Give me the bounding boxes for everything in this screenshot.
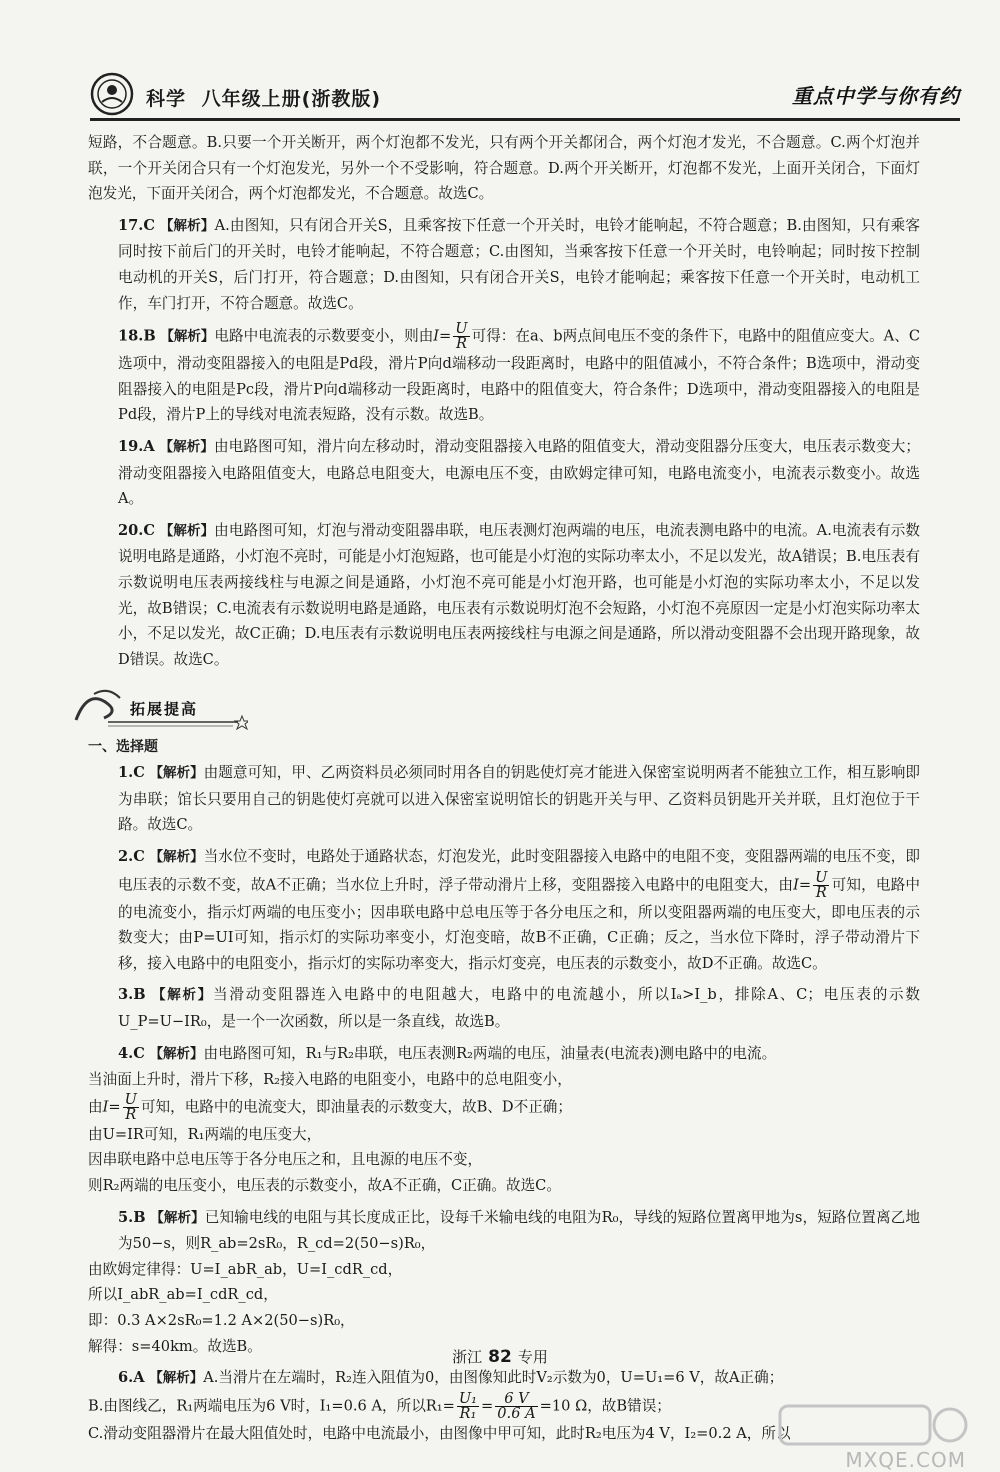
answer-text-rest: 可知，电路中的电流变小，指示灯两端的电压变小；因串联电路中总电压等于各分电压之和，所以变阻器两端的电压变大，即电压表的示数变大；由P=UI可知，指示灯的实际功率变小，灯泡变暗，故B不正确，C正确；反之，当水位下降时，浮子带动滑片下移，接入电路中的电阻变小，指示灯的实际功率变大，指示灯变亮，电压表的示数变小，故D不正确。故选C。 (118, 876, 920, 972)
watermark-text: MXQE.COM (845, 1448, 966, 1472)
fraction-numerator: U (455, 320, 468, 338)
page-header (90, 72, 960, 124)
formula-lhs: I= (102, 1098, 121, 1116)
section-banner-title: 拓展提高 (130, 700, 199, 719)
answer-17 (88, 213, 920, 316)
fraction-numerator: U (124, 1090, 137, 1108)
analysis-tag: 【解析】 (149, 1370, 204, 1387)
fraction (495, 1389, 537, 1422)
question-number: 19.A (118, 437, 155, 455)
fraction (813, 868, 829, 901)
answer-6-line: C.滑动变阻器滑片在最大阻值处时，电路中电流最小，由图像中甲可知，此时R₂电压为4 V，I₂=0.2 A，所以 (88, 1424, 791, 1442)
subject-label: 科学 (146, 88, 187, 110)
analysis-tag: 【解析】 (160, 328, 215, 345)
answer-5-line: 即：0.3 A×2sR₀=1.2 A×2(50−s)R₀， (88, 1311, 355, 1329)
question-number: 4.C (118, 1044, 145, 1062)
answer-text-lead: 当水位不变时，电路处于通路状态，灯泡发光，此时变阻器接入电路中的电阻不变，变阻器两端的电压不变，即电压表的示数不变，故A不正确；当水位上升时，浮子带动滑片上移，变阻器接入电路中的电阻变大，由 (118, 848, 920, 894)
fraction-denominator: R (815, 883, 827, 901)
analysis-tag: 【解析】 (150, 1209, 205, 1226)
formula-lhs: I= (793, 876, 812, 894)
question-number: 17.C (118, 216, 156, 234)
answer-1 (88, 760, 920, 838)
formula-lhs: I= (433, 327, 452, 345)
answer-text-lead: B.由图线乙，R₁两端电压为6 V时，I₁=0.6 A，所以R₁= (88, 1397, 455, 1415)
answer-4 (88, 1041, 920, 1068)
analysis-tag: 【解析】 (151, 987, 213, 1004)
answer-content (88, 130, 920, 1446)
equals-sign: = (481, 1397, 494, 1415)
footer-region: 浙江 (452, 1348, 483, 1366)
analysis-tag: 【解析】 (159, 438, 214, 455)
paragraph-continued: 短路，不合题意。B.只要一个开关断开，两个灯泡都不发光，只有两个开关都闭合，两个灯泡才发光，不合题意。C.两个灯泡并联，一个开关闭合只有一个灯泡发光，另外一个不受影响，符合题意。D.两个开关断开，灯泡都不发光，上面开关闭合，下面灯泡发光，下面开关闭合，两个灯泡都发光，不合题意。故选C。 (88, 134, 920, 203)
question-number: 5.B (118, 1208, 146, 1226)
fraction (123, 1090, 139, 1123)
grade-label: 八年级上册(浙教版) (201, 88, 382, 110)
answer-4-line: 因串联电路中总电压等于各分电压之和，且电源的电压不变， (88, 1151, 483, 1169)
fraction (453, 322, 469, 351)
fraction-numerator: U₁ (458, 1389, 478, 1407)
header-divider (90, 118, 960, 121)
book-title (146, 84, 389, 111)
answer-text: 已知输电线的电阻与其长度成正比，设每千米输电线的电阻为R₀，导线的短路位置离甲地为s，短路位置离乙地为50−s，则R_ab=2sR₀，R_cd=2(50−s)R₀， (118, 1208, 920, 1253)
question-number: 6.A (118, 1369, 145, 1387)
answer-text: 由电路图可知，R₁与R₂串联，电压表测R₂两端的电压，油量表(电流表)测电路中的电流。 (203, 1044, 777, 1062)
section-banner (68, 684, 920, 730)
answer-4-formula-line (88, 1090, 920, 1123)
question-number: 20.C (118, 521, 156, 539)
answer-19 (88, 434, 920, 512)
answer-5 (88, 1205, 920, 1257)
answer-text: 由电路图可知，滑片向左移动时，滑动变阻器接入电路的阻值变大，滑动变阻器分压变大，电压表示数变大；滑动变阻器接入电路阻值变大，电路总电阻变大，电源电压不变，由欧姆定律可知，电路电流变小，电流表示数变小。故选A。 (118, 437, 921, 508)
fraction-denominator: R (125, 1105, 137, 1123)
answer-6 (88, 1365, 920, 1392)
section-heading: 一、选择题 (88, 739, 158, 756)
fraction-denominator: R (455, 335, 467, 353)
answer-18 (88, 322, 920, 428)
answer-5-line: 所以I_abR_ab=I_cdR_cd， (88, 1286, 278, 1304)
question-number: 1.C (118, 764, 145, 782)
answer-5-line: 解得：s=40km。故选B。 (88, 1337, 262, 1355)
answer-4-line: 当油面上升时，滑片下移，R₂接入电路的电阻变小，电路中的总电阻变小， (88, 1071, 572, 1089)
answer-4-line: 由U=IR可知，R₁两端的电压变大， (88, 1125, 322, 1143)
question-number: 3.B (118, 986, 146, 1004)
page-footer (0, 1346, 1000, 1367)
fraction-numerator: U (815, 868, 828, 886)
fraction-denominator: 0.6 A (497, 1404, 536, 1422)
fraction-denominator: R₁ (459, 1404, 477, 1422)
answer-text-lead: 由 (88, 1098, 103, 1116)
answer-text-rest: =10 Ω，故B错误； (539, 1397, 671, 1415)
answer-20 (88, 518, 920, 673)
answer-text-rest: 可得：在a、b两点间电压不变的条件下，电路中的阻值应变大。A、C选项中，滑动变阻器接入的电阻是Pd段，滑片P向d端移动一段距离时，电路中的阻值减小，不符合条件；B选项中，滑动变阻器接入的电阻是Pc段，滑片P向d端移动一段距离时，电路中的阻值变大，符合条件；D选项中，滑动变阻器接入的电阻是Pd段，滑片P上的导线对电流表短路，没有示数。故选B。 (118, 327, 920, 424)
analysis-tag: 【解析】 (159, 217, 215, 234)
answer-3 (88, 982, 920, 1034)
question-number: 18.B (118, 327, 156, 345)
page-number: 82 (488, 1347, 512, 1367)
school-emblem-icon (90, 72, 134, 116)
answer-text-lead: 电路中电流表的示数要变小，则由 (214, 327, 434, 345)
answer-text: 由题意可知，甲、乙两资料员必须同时用各自的钥匙使灯亮才能进入保密室说明两者不能独立工作，相互影响即为串联；馆长只要用自己的钥匙使灯亮就可以进入保密室说明馆长的钥匙开关与甲、乙资料员钥匙开关并联，且灯泡位于干路。故选C。 (118, 764, 920, 834)
answer-text: A.当滑片在左端时，R₂连入阻值为0，由图像知此时V₂示数为0，U=U₁=6 V，故A正确； (203, 1369, 784, 1387)
footer-edition: 专用 (517, 1348, 548, 1366)
series-title: 重点中学与你有约 (792, 84, 960, 108)
fraction-numerator: 6 V (495, 1392, 537, 1407)
answer-5-line: 由欧姆定律得：U=I_abR_ab，U=I_cdR_cd， (88, 1260, 403, 1278)
fraction (457, 1389, 479, 1422)
answer-text: 由电路图可知，灯泡与滑动变阻器串联，电压表测灯泡两端的电压，电流表测电路中的电流。A.电流表有示数说明电路是通路，小灯泡不亮时，可能是小灯泡短路，也可能是小灯泡的实际功率太小，不足以发光，故A错误；B.电压表有示数说明电压表两接线柱与电源之间是通路，小灯泡不亮可能是小灯泡开路，也可能是小灯泡的实际功率太小，不足以发光，故B错误；C.电流表有示数说明电路是通路，电压表有示数说明灯泡不会短路，小灯泡不亮原因一定是小灯泡实际功率太小，不足以发光，故C正确；D.电压表有示数说明电压表两接线柱与电源之间是通路，所以滑动变阻器不会出现开路现象，故D错误。故选C。 (118, 521, 921, 668)
answer-text-rest: 可知，电路中的电流变大，即油量表的示数变大，故B、D不正确； (140, 1098, 572, 1116)
answer-text: A.由图知，只有闭合开关S，且乘客按下任意一个开关时，电铃才能响起，不符合题意；B.由图知，只有乘客同时按下前后门的开关时，电铃才能响起，不符合题意；C.由图知，当乘客按下任意一个开关时，电铃响起；同时按下控制电动机的开关S，后门打开，符合题意；D.由图知，只有闭合开关S，电铃才能响起；乘客按下任意一个开关时，电动机工作，车门打开，不符合题意。故选C。 (118, 216, 921, 312)
answer-4-line: 则R₂两端的电压变小，电压表的示数变小，故A不正确，C正确。故选C。 (88, 1177, 561, 1194)
analysis-tag: 【解析】 (149, 849, 204, 866)
answer-text: 当滑动变阻器连入电路中的电阻越大，电路中的电流越小，所以Iₐ>I_b，排除A、C；电压表的示数U_P=U−IR₀，是一个一次函数，所以是一条直线，故选B。 (118, 986, 921, 1031)
analysis-tag: 【解析】 (149, 1045, 204, 1062)
answer-2 (88, 844, 920, 976)
question-number: 2.C (118, 848, 145, 866)
analysis-tag: 【解析】 (159, 522, 215, 539)
analysis-tag: 【解析】 (149, 765, 204, 782)
